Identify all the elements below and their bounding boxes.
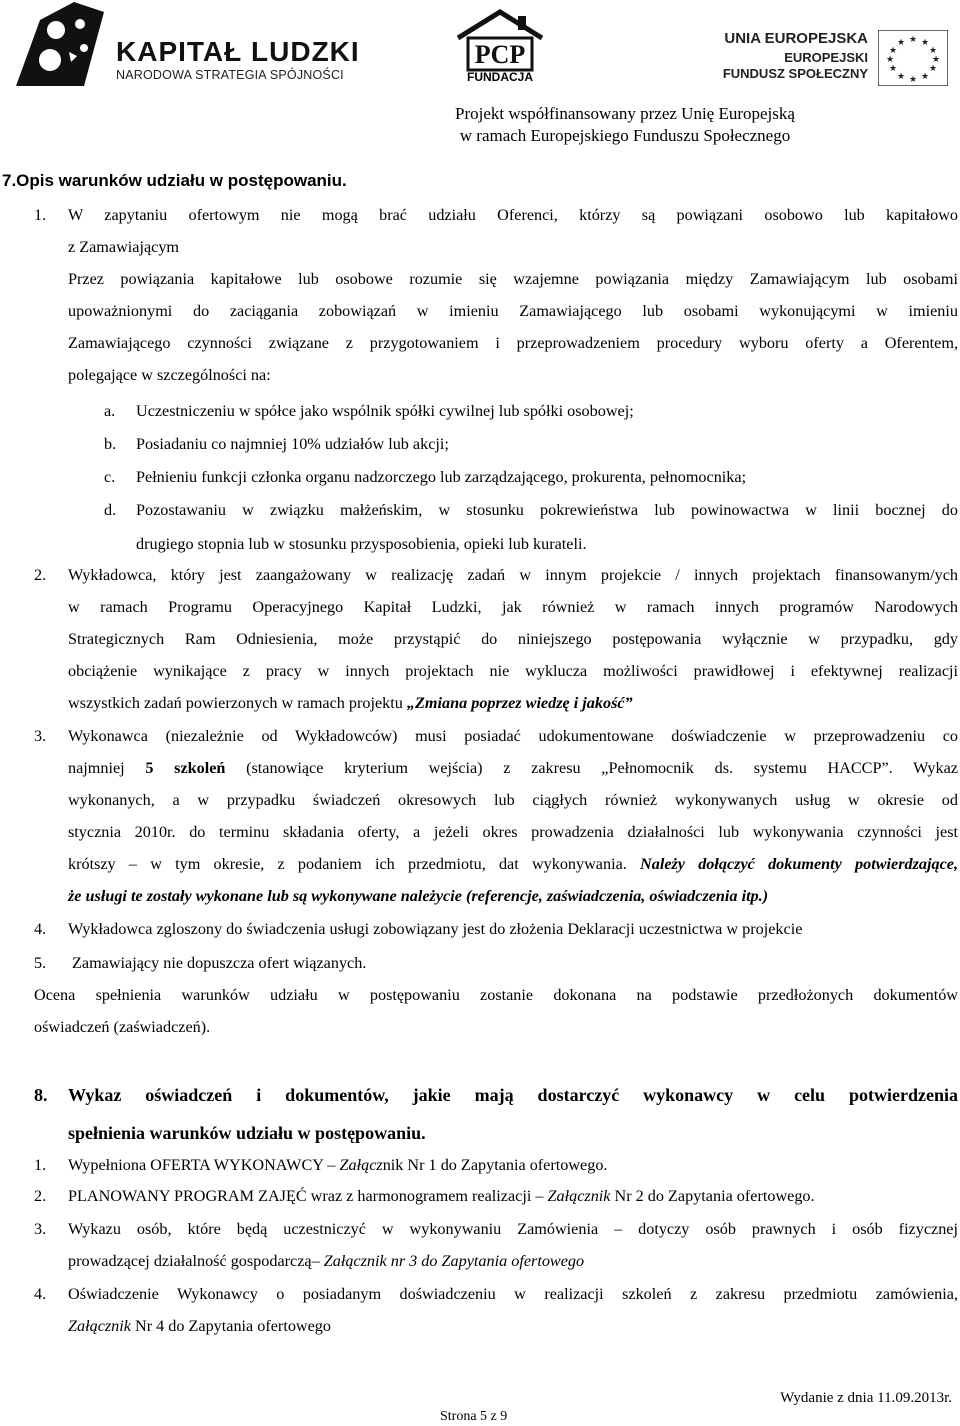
doc-4-number: 4.	[34, 1285, 47, 1303]
page-header	[0, 0, 960, 145]
item-5-text: Zamawiający nie dopuszcza ofert wiązanych.	[72, 954, 367, 972]
sub-d-label: d.	[104, 501, 117, 519]
svg-text:★: ★	[888, 46, 898, 56]
sub-c-label: c.	[104, 468, 116, 486]
sub-d-text: Pozostawaniu w związku małżeńskim, w stosunku pokrewieństwa lub powinowactwa w linii bocznej do drugiego stopnia lub w stosunku przysposobienia, opieki lub kurateli.	[136, 501, 958, 553]
eu-social-fund-logo	[694, 28, 950, 88]
doc-3-text: Wykazu osób, które będą uczestniczyć w wykonywaniu Zamówienia – dotyczy osób prawnych i osób fizycznej prowadzącej działalność gospodarczą– Załącznik nr 3 do Zapytania ofertowego	[68, 1220, 958, 1270]
doc-1-number: 1.	[34, 1156, 47, 1174]
doc-3-number: 3.	[34, 1220, 47, 1238]
relations-paragraph: Przez powiązania kapitałowe lub osobowe rozumie się wzajemne powiązania między Zamawiającym lub osobami upoważnionymi do zaciągania zobowiązań w imieniu Zamawiającego lub osobami wykonującymi w imieniu Zamawiającego czynności związane z przygotowaniem i przeprowadzeniem procedury wyboru oferty a Oferentem, polegające w szczególności na:	[68, 270, 958, 384]
closing-paragraph: Ocena spełnienia warunków udziału w postępowaniu zostanie dokonana na podstawie przedłożonych dokumentów oświadczeń (zaświadczeń).	[34, 986, 958, 1036]
pcp-mark-text: PCP	[474, 40, 526, 69]
doc-4-text: Oświadczenie Wykonawcy o posiadanym doświadczeniu w realizacji szkoleń z zakresu przedmiotu zamówienia, Załącznik Nr 4 do Zapytania ofertowego	[68, 1285, 958, 1335]
svg-text:★: ★	[896, 72, 906, 82]
kapital-ludzki-emblem-icon	[14, 2, 104, 86]
project-cofinanced-line: Projekt współfinansowany przez Unię Europejską	[455, 104, 795, 123]
ue-line-1: UNIA EUROPEJSKA	[724, 30, 868, 47]
sub-b-label: b.	[104, 435, 117, 453]
svg-text:★: ★	[931, 55, 941, 65]
section-8-number: 8.	[34, 1085, 48, 1105]
item-4-number: 4.	[34, 920, 47, 938]
ue-line-2: EUROPEJSKI	[784, 50, 868, 65]
section-7-heading: 7.Opis warunków udziału w postępowaniu.	[2, 171, 347, 190]
svg-text:★: ★	[885, 55, 895, 65]
pcp-fundacja-label: FUNDACJA	[467, 70, 533, 84]
svg-text:★: ★	[928, 64, 938, 74]
doc-2-number: 2.	[34, 1187, 47, 1205]
pcp-fundacja-logo	[454, 8, 554, 86]
project-fund-line: w ramach Europejskiego Funduszu Społecznego	[459, 126, 791, 145]
item-2-number: 2.	[34, 566, 47, 584]
item-1-text-cont: z Zamawiającym	[68, 238, 180, 256]
sub-a-label: a.	[104, 402, 116, 420]
pcp-house-icon	[454, 8, 546, 72]
svg-text:★: ★	[908, 75, 918, 85]
item-2-text: Wykładowca, który jest zaangażowany w realizację zadań w innym projekcie / innych projektach finansowanym/ych w ramach Programu Operacyjnego Kapitał Ludzki, jak również w ramach innych programów Narodowych Strategicznych Ram Odniesienia, może przystąpić do niniejszego postępowania wyłącznie w przypadku, gdy obciążenie wynikające z pracy w innych projektach nie wyklucza możliwości prawidłowej i efektywnej realizacji wszystkich zadań powierzonych w ramach projektu „Zmiana poprzez wiedzę i jakość”	[68, 566, 958, 712]
svg-text:★: ★	[920, 72, 930, 82]
doc-1-text: Wypełniona OFERTA WYKONAWCY – Załącznik Nr 1 do Zapytania ofertowego.	[68, 1156, 608, 1174]
edition-date: Wydanie z dnia 11.09.2013r.	[780, 1390, 952, 1406]
svg-text:★: ★	[928, 46, 938, 56]
project-name: „Zmiana poprzez wiedzę i jakość”	[406, 694, 633, 712]
item-3-number: 3.	[34, 727, 47, 745]
ue-line-3: FUNDUSZ SPOŁECZNY	[722, 66, 868, 81]
page-number: Strona 5 z 9	[440, 1409, 508, 1424]
item-3-text: Wykonawca (niezależnie od Wykładowców) musi posiadać udokumentowane doświadczenie w przeprowadzeniu co najmniej 5 szkoleń (stanowiące kryterium wejścia) z zakresu „Pełnomocnik ds. systemu HACCP”. Wykaz wykonanych, a w przypadku świadczeń okresowych lub ciągłych również wykonywanych usług w okresie od stycznia 2010r. do terminu składania oferty, a jeżeli okres prowadzenia działalności lub wykonywania czynności jest krótszy – w tym okresie, z podaniem ich przedmiotu, dat wykonywania. Należy dołączyć dokumenty potwierdzające, że usługi te zostały wykonane lub są wykonywane należycie (referencje, zaświadczenia, oświadczenia itp.)	[68, 727, 958, 905]
trainings-count: 5 szkoleń	[145, 759, 226, 777]
kapital-ludzki-title: KAPITAŁ LUDZKI	[116, 36, 360, 67]
item-4-text: Wykładowca zgloszony do świadczenia usługi zobowiązany jest do złożenia Deklaracji uczestnictwa w projekcie	[68, 920, 803, 938]
sub-b-text: Posiadaniu co najmniej 10% udziałów lub akcji;	[136, 435, 449, 453]
sub-a-text: Uczestniczeniu w spółce jako wspólnik spółki cywilnej lub spółki osobowej;	[136, 402, 634, 420]
sub-c-text: Pełnieniu funkcji członka organu nadzorczego lub zarządzającego, prokurenta, pełnomocnika;	[136, 468, 747, 486]
kapital-ludzki-subtitle: NARODOWA STRATEGIA SPÓJNOŚCI	[116, 68, 344, 82]
kapital-ludzki-logo	[14, 2, 360, 86]
svg-text:★: ★	[920, 38, 930, 48]
eu-stars-icon	[878, 30, 948, 86]
item-1-number: 1.	[34, 206, 47, 224]
svg-text:★: ★	[896, 38, 906, 48]
doc-2-text: PLANOWANY PROGRAM ZAJĘĆ wraz z harmonogramem realizacji – Załącznik Nr 2 do Zapytania ofertowego.	[68, 1187, 815, 1205]
svg-text:★: ★	[888, 64, 898, 74]
section-8-heading: Wykaz oświadczeń i dokumentów, jakie mają dostarczyć wykonawcy w celu potwierdzenia spełnienia warunków udziału w postępowaniu.	[68, 1085, 958, 1143]
item-1-text: W zapytaniu ofertowym nie mogą brać udziału Oferenci, którzy są powiązani osobowo lub kapitałowo	[68, 206, 958, 224]
svg-text:★: ★	[908, 35, 918, 45]
item-5-number: 5.	[34, 954, 47, 972]
